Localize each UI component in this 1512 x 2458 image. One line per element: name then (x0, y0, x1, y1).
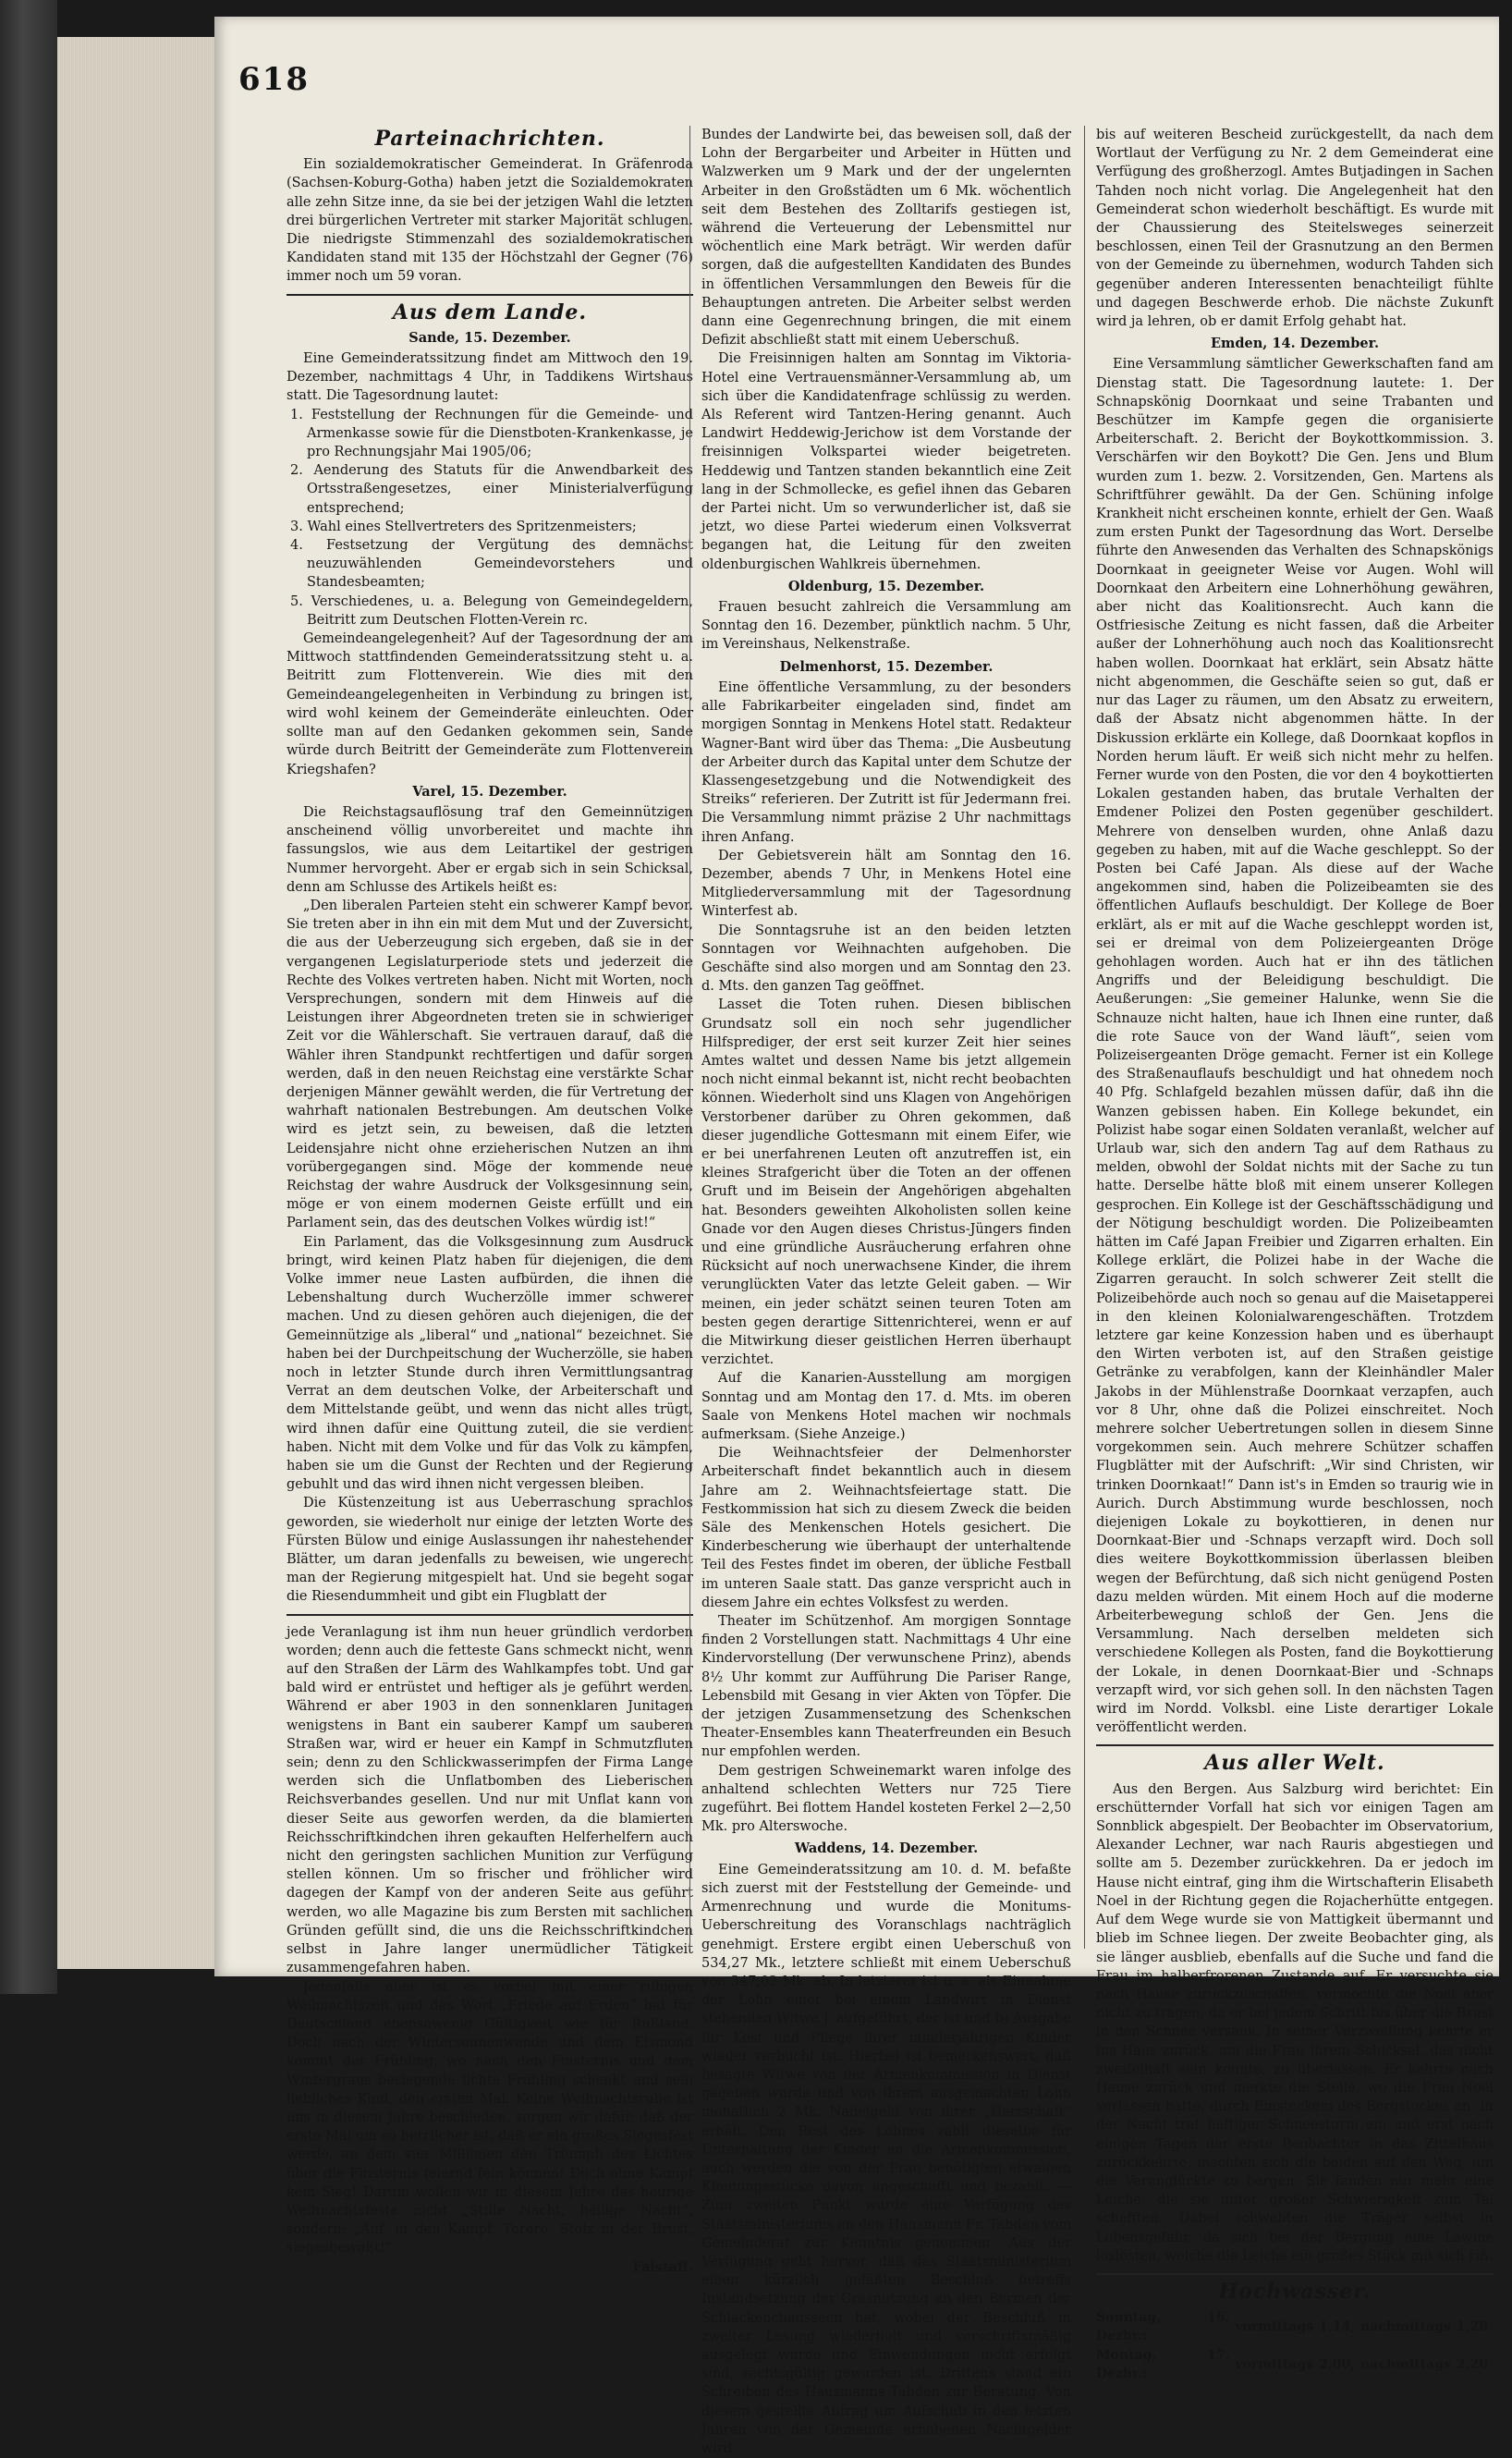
paragraph: Der Gebietsverein hält am Sonntag den 16. Dezember, abends 7 Uhr, in Menkens Hotel eine Mitgliederversammlung mit der Tagesordnung Winterfest ab. (701, 848, 1071, 920)
paragraph: Die Weihnachtsfeier der Delmenhorster Arbeiterschaft findet bekanntlich auch in diesem Jahre am 2. Weihnachtsfeiertage statt. Die Festkommission hat sich zu diesem Zweck die beiden Säle des Menkenschen Hotels gesichert. Die Kinderbescherung wie überhaupt der unterhaltende Teil des Festes findet im oberen, der übliche Festball im unteren Saale statt. Das ganze verspricht auch in diesem Jahre ein echtes Volksfest zu werden. (701, 1446, 1071, 1610)
dateline-waddens: Waddens, 14. Dezember. (794, 1840, 979, 1857)
paragraph: Lasset die Toten ruhen. Diesen biblischen Grundsatz soll ein noch sehr jugendlicher Hilfsprediger, der erst seit kurzer Zeit hier seines Amtes waltet und dessen Name bis jetzt allgemein noch nicht einmal bekannt ist, nicht recht beobachten können. Wiederholt sind uns Klagen von Angehörigen Verstorbener darüber zu Ohren gekommen, daß dieser jugendliche Gottesmann mit einem Eifer, wie er bei unerfahrenen Leuten oft anzutreffen ist, ein kleines Strafgericht über die Toten an der offenen Gruft und im Beisein der Angehörigen abgehalten hat. Besonders geweihten Alkoholisten sollen keine Gnade vor den Augen dieses Christus-Jüngers finden und eine gründliche Ausräucherung erfahren ohne Rücksicht auf noch unerwachsene Kinder, die ihrem verunglückten Vater das letzte Geleit gaben. — Wir meinen, ein jeder schätzt seinen teuren Toten am besten gegen derartige Sittenrichterei, wenn er auf die Mitwirkung dieser geistlichen Herren überhaupt verzichtet. (701, 997, 1071, 1368)
divider (1096, 1744, 1494, 1746)
tide-am-label: vormittags (1235, 2356, 1314, 2372)
paragraph: Die Reichstagsauflösung traf den Gemeinnützigen anscheinend völlig unvorbereitet und machte ihn fassungslos, wie aus dem Leitartikel der gestrigen Nummer hervorgeht. Aber er ergab sich in sein Schicksal, denn am Schlusse des Artikels heißt es: (287, 804, 693, 895)
agenda-item: 1. Feststellung der Rechnungen für die Gemeinde- und Armenkasse sowie für die Dienstboten-Krankenkasse, je pro Rechnungsjahr Mai 1905/06; (290, 407, 693, 460)
agenda-item: 4. Festsetzung der Vergütung des demnächst neuzuwählenden Gemeindevorstehers und Standesbeamten; (290, 538, 693, 591)
page-number: 618 (238, 61, 310, 98)
paragraph: Bundes der Landwirte bei, das beweisen soll, daß der Lohn der Bergarbeiter und Arbeiter in Hütten und Walzwerken um 9 Mark und der der ungelernten Arbeiter in den Großstädten um 6 Mk. wöchentlich seit dem Bestehen des Zolltarifs gestiegen ist, während die Verteuerung der Lebensmittel nur wöchentlich eine Mark beträgt. Wir werden dafür sorgen, daß die aufgestellten Kandidaten des Bundes in öffentlichen Versammlungen den Beweis für die Behauptungen antreten. Die Arbeiter selbst werden dann eine Gegenrechnung bringen, die mit einem Defizit abschließt statt mit einem Ueberschuß. (701, 128, 1071, 349)
column-1 (287, 126, 693, 2275)
agenda-item: 2. Aenderung des Statuts für die Anwendbarkeit des Ortsstraßengesetzes, einer Ministerialverfügung entsprechend; (290, 463, 693, 516)
paragraph: Aus den Bergen. Aus Salzburg wird berichtet: Ein erschütternder Vorfall hat sich vor einigen Tagen am Sonnblick abgespielt. Der Beobachter im Observatorium, Alexander Lechner, war nach Rauris abgestiegen und sollte am 5. Dezember zurückkehren. Da er jedoch im Hause nicht eintraf, ging ihm die Wirtschafterin Elisabeth Noel in der Richtung gegen die Rojacherhütte entgegen. Auf dem Wege wurde sie von Mattigkeit übermannt und blieb im Schnee liegen. Der zweite Beobachter ging, als sie länger ausblieb, ebenfalls auf die Suche und fand die Frau im halberfrorenen Zustande auf. Er versuchte sie nach Hause zurückzuschaffen, vermochte die Noel aber nicht zu tragen, da er bei jedem Schritt bis über die Brust in den Schnee versank. In seiner Verzweiflung kehrte er ins Haus zurück, um die Frau ihrem Schicksal, das nicht zweifelhaft sein konnte, zu überlassen. Er kehrte nach Hause zurück und merkte die Stelle, wo die Frau Noel verlassen hatte, durch Einsteckem des Bergstockes an. In der Nacht trat heftiger Schneesturm ein und erst nach einigen Tagen der erste Beobachter in das Zittelhaus zurückkehrte, machten sich die beiden auf den Weg, um die Verunglückte zu bergen. Sie fanden nur mehr eine Leiche, die sie unter großer Schwierigkeit zum Tal schafften. Dabei schwebten die Träger selbst in Lebensgefahr, da sich bei der Bergung eine Lawine loslösten, welche die Leiche ein großes Stück mit sich riß. (1096, 1781, 1494, 2264)
tide-pm-label: nachmittags (1360, 2319, 1451, 2335)
divider (287, 1614, 693, 1616)
paragraph: jede Veranlagung ist ihm nun heuer gründlich verdorben worden; denn auch die fetteste Gans schmeckt nicht, wenn auf den Straßen der Lärm des Wahlkampfes tobt. Und gar bald wird er entrüstet und heftiger als je geführt werden. Während er aber 1903 in den sonnenklaren Junitagen wenigstens in Bant ein sauberer Kampf um sauberen Straßen war, wird er heuer ein Kampf in Schmutzfluten sein; denn zu den Schlickwasserimpfen der Firma Lange werden sich die Unflatbomben des Lieberischen Reichsverbandes gesellen. Und nur mit Unflat kann von dieser Seite aus geworfen werden, da die blamierten Reichsschriftkindchen ihren gekauften Helferhelfern auch nicht den geringsten sachlichen Munition zur Verfügung stellen können. Um so frischer und fröhlicher wird dagegen der Kampf von der anderen Seite aus geführt werden, wo alle Magazine bis zum Bersten mit sachlichen Gründen gefüllt sind, die uns die Reichsschriftkindchen selbst in Jahre langer unermüdlicher Tätigkeit zusammengefahren haben. (287, 1624, 693, 1976)
tide-am-label: vormittags (1235, 2319, 1314, 2335)
paragraph: Eine Gemeinderatssitzung findet am Mittwoch den 19. Dezember, nachmittags 4 Uhr, in Taddikens Wirtshaus statt. Die Tagesordnung lautet: (287, 351, 693, 404)
paragraph: Theater im Schützenhof. Am morgigen Sonntage finden 2 Vorstellungen statt. Nachmittags 4 Uhr eine Kindervorstellung (Der verwunschene Prinz), abends 8½ Uhr kommt zur Aufführung Die Pariser Range, Lebensbild mit Gesang in vier Akten von Töpfer. Die der jetzigen Zusammensetzung des Schenkschen Theater-Ensembles kann Theaterfreunden ein Besuch nur empfohlen werden. (701, 1614, 1071, 1760)
page-stack-edge (57, 37, 224, 1969)
tide-day: Montag, 17. Dezbr.: (1096, 2347, 1230, 2381)
newspaper-page (214, 17, 1499, 2456)
divider (1096, 2273, 1494, 2275)
paragraph: Eine Gemeinderatssitzung am 10. d. M. befaßte sich zuerst mit der Feststellung der Gemeinde- und Armenrechnung und wurde die Monitums-Ueberschreitung des Voranschlags nachträglich genehmigt. Erstere ergibt einen Ueberschuß von 534,27 Mk., letztere schließt mit einem Ueberschuß von 347,02 Mk. ab. In letzterer ist u. a. als Einnahme der Lohn einer bei einem Landwirt in Dienst stehenden Witwe J. aufgeführt, der ist und b) Ausgabe für Kost und Pflege ihrer minderjährigen Kinder wieder verbucht ist. Hierbei ist bemerkenswert, daß besagte Witwe von der Armenkommission in Dienst gegeben wurde und von ihrem ausgemachten Lohn monatlich 2 Mk. Nadelgeld von ihrer „Herrschaft“ erhält. Den Rest des Lohnes zahlt dieselbe für Unterhaltung der Kinder an die Armenkommission, auch werden die von der Frau benötigten etwaigen Kleidungsstücke davon angeschafft und bezahlt. — Zum zweiten Punkt wurde eine Verfügung des Staatsministeriums an den Hausmann Fr. Tahden vom Gemeinderat zur Kenntnis genommen. Aus der Verfügung geht hervor, daß das Staatsministerium einen kürzlich gefaßten Beschluß betreffs Instandsetzung der Grasnutzung an den Bermen der Schlackenchausseen hat, wobei der Beschluß in zweiter Lesung wiederholt und vorschriftsmäßig ausgelegt wurde und Einwendungen nicht erfolgt sind, rechtsgültig geworden ist. Drittens stand ein Schreiben des Hausmanns Tahden zur Beratung. Von diesem gestellte Antrag um Aufschub in den letzten Jahren von der Gemeinde erhobenen Nachtgelder wird (701, 1862, 1071, 2456)
paragraph: Eine öffentliche Versammlung, zu der besonders alle Fabrikarbeiter eingeladen sind, findet am morgigen Sonntag in Menkens Hotel statt. Redakteur Wagner-Bant wird über das Thema: „Die Ausbeutung der Arbeiter durch das Kapital unter dem Schutze der Klassengesetzgebung und die Notwendigkeit des Streiks“ referieren. Der Zutritt ist für Jedermann frei. Die Versammlung nimmt präzise 2 Uhr nachmittags ihren Anfang. (701, 679, 1071, 845)
book-spine (0, 0, 57, 1994)
column-2 (689, 126, 1071, 2456)
paragraph: Die Freisinnigen halten am Sonntag im Viktoria-Hotel eine Vertrauensmänner-Versammlung ab, um sich über die Kandidatenfrage schlüssig zu werden. Als Referent wird Tantzen-Hering genannt. Auch Landwirt Heddewig-Jerichow ist dem Vorstande der freisinnigen Volkspartei wieder beigetreten. Heddewig und Tantzen standen bekanntlich eine Zeit lang in der Schmollecke, es gefiel ihnen das Gebaren der Partei nicht. Um so verwunderlicher ist, daß sie jetzt, wo diese Partei wiederum einen Volksverrat begangen hat, die Leitung für den zweiten oldenburgischen Wahlkreis übernehmen. (701, 351, 1071, 572)
dateline-emden: Emden, 14. Dezember. (1211, 336, 1379, 352)
column-3 (1084, 126, 1494, 2381)
divider (287, 294, 693, 296)
dateline-varel: Varel, 15. Dezember. (412, 783, 567, 800)
tide-pm-label: nachmittags (1360, 2356, 1451, 2372)
paragraph: Auf die Kanarien-Ausstellung am morgigen Sonntag und am Montag den 17. d. Mts. im oberen Saale von Menkens Hotel machen wir nochmals aufmerksam. (Siehe Anzeige.) (701, 1371, 1071, 1443)
paragraph: Ein Parlament, das die Volksgesinnung zum Ausdruck bringt, wird keinen Platz haben für diejenigen, die dem Volke immer neue Lasten aufbürden, die ihnen die Lebenshaltung durch Wucherzölle immer schwerer machen. Und zu diesen gehören auch diejenigen, die der Gemeinnützige als „liberal“ und „national“ bezeichnet. Sie haben bei der Durchpeitschung der Wucherzölle, sie haben noch in letzter Stunde durch ihren Vermittlungsantrag Verrat an dem deutschen Volke, der Arbeiterschaft und dem Mittelstande geübt, und wenn das nicht alles trügt, wird ihnen dafür eine Quittung zuteil, die sie verdient haben. Nicht mit dem Volke und für das Volk zu kämpfen, haben sie um die Gunst der Rechten und der Regierung gebuhlt und das wird ihnen nicht vergessen bleiben. (287, 1234, 693, 1493)
paragraph: Eine Versammlung sämtlicher Gewerkschaften fand am Dienstag statt. Die Tagesordnung lautete: 1. Der Schnapskönig Doornkaat und seine Trabanten und Beschützer im Kampfe gegen die organisierte Arbeiterschaft. 2. Bericht der Boykottkommission. 3. Verschärfen wir den Boykott? Die Gen. Jens und Blum wurden zum 1. bezw. 2. Vorsitzenden, Gen. Martens als Schriftführer gewählt. Da der Gen. Schüning infolge Krankheit nicht erscheinen konnte, erhielt der Gen. Waaß zum ersten Punkt der Tagesordnung das Wort. Derselbe führte den Anwesenden das Verhalten des Schnapskönigs Doornkaat in geeigneter Weise vor Augen. Wohl will Doornkaat den Arbeitern eine Lohnerhöhung gewähren, aber nicht das Koalitionsrecht. Auch kann die Ostfriesische Zeitung es nicht fassen, daß die Arbeiter außer der Lohnerhöhung auch noch das Koalitionsrecht haben wollen. Doornkaat hat erklärt, sein Absatz hätte nicht abgenommen, die Geschäfte seien so gut, daß er nur das Lager zu räumen, um den Absatz zu erweitern, daß der Absatz nicht abgenommen hätte. In der Diskussion erklärte ein Kollege, daß Doornkaat kopflos in Norden herum läuft. Er weiß sich nicht mehr zu helfen. Ferner wurde von den Posten, die vor den 4 boykottierten Lokalen gestanden haben, das brutale Verhalten der Emdener Polizei den Posten gegenüber geschildert. Mehrere von denselben wurden, ohne Anlaß dazu gegeben zu haben, mit auf die Wache geschleppt. So der Posten bei Café Japan. Als diese auf der Wache angekommen sind, haben die Polizeibeamten sie des öffentlichen Auflaufs beschuldigt. Der Kollege de Boer erklärt, als er mit auf die Wache geschleppt worden ist, sei er dreimal von dem Polizeiergeanten Dröge gehohlagen worden. Auch hat er ihn des tätlichen Angriffs und der Beleidigung beschuldigt. Die Aeußerungen: „Sie gemeiner Halunke, wenn Sie die Schnauze nicht halten, haue ich Ihnen eine runter, daß die rote Sauce von der Wand läuft“, seien vom Polizeisergeanten Dröge gemacht. Ferner ist ein Kollege des Straßenauflaufs beschuldigt und hat ohnedem noch 40 Pfg. Schlafgeld bezahlen müssen dafür, daß ihn die Wanzen gebissen haben. Ein Kollege bekundet, ein Polizist habe sogar einen Soldaten veranlaßt, welcher auf Urlaub war, sich den andern Tag auf dem Rathaus zu melden, obwohl der Soldat nichts mit der Sache zu tun hatte. Derselbe hätte bloß mit einem unserer Kollegen gesprochen. Ein Kollege ist der Geschäftsschädigung und der Nötigung beschuldigt worden. Die Polizeibeamten hätten im Café Japan Freibier und Zigarren erhalten. Ein Kollege erklärt, die Polizei habe in der Wache die Zigarren geraucht. In solch schwerer Zeit stellt die Polizeibehörde auch noch so genau auf die Maisetapperei in den kleinen Kolonialwarengeschäften. Trotzdem letztere gar keine Konzession haben und es überhaupt den Wirten verboten ist, auf den Straßen geistige Getränke zu verabfolgen, kann der Kleinhändler Maler Jakobs in der Mühlenstraße Doornkaat verzapfen, auch vor 8 Uhr, ohne daß die Polizei einschreitet. Noch mehrere solcher Uebertretungen sollen in diesem Sinne vorgekommen sein. Auch mehrere Schützer schaffen Flugblätter mit der Aufschrift: „Wir sind Christen, wir trinken Doornkaat!“ Dann ist's in Emden so traurig wie in Aurich. Durch Abstimmung wurde beschlossen, noch diejenigen Lokale zu boykottieren, in denen nur Doornkaat-Bier und -Schnaps verzapft wird. Doch soll dies weitere Boykottkommission überlassen bleiben wegen der Befürchtung, daß sich nicht genügend Posten dazu melden würden. Mit einem Hoch auf die moderne Arbeiterbewegung schloß der Gen. Jens die Versammlung. Nach derselben meldeten sich verschiedene Kollegen als Posten, fand die Boykottierung der Lokale, in denen Doornkaat-Bier und -Schnaps verzapft wird, vor sich gehen soll. In den nächsten Tagen wird im Nordd. Volksbl. eine Liste derartiger Lokale veröffentlicht werden. (1096, 357, 1494, 1736)
dateline-sande: Sande, 15. Dezember. (408, 329, 571, 346)
paragraph: Ein sozialdemokratischer Gemeinderat. In Gräfenroda (Sachsen-Koburg-Gotha) haben jetzt die Sozialdemokraten alle zehn Sitze inne, da sie bei der jetzigen Wahl die letzten drei bürgerlichen Vertreter mit starker Majorität schlugen. Die niedrigste Stimmenzahl des sozialdemokratischen Kandidaten stand mit 135 der Höchstzahl der Gegner (76) immer noch um 59 voran. (287, 157, 693, 285)
tide-pm: 2,20 (1456, 2356, 1488, 2372)
paragraph: bis auf weiteren Bescheid zurückgestellt, da nach dem Wortlaut der Verfügung zu Nr. 2 dem Gemeinderat eine Verfügung des großherzogl. Amtes Butjadingen in Sachen Tahden noch nicht vorlag. Die Angelegenheit hat den Gemeinderat schon wiederholt beschäftigt. Es wurde mit der Chaussierung des Steitelsweges seinerzeit beschlossen, einen Teil der Grasnutzung an den Bermen von der Gemeinde zu übernehmen, wodurch Tahden sich gegenüber anderen Interessenten benachteiligt fühlte und dagegen Beschwerde erhob. Die nächste Zukunft wird ja lehren, ob er damit Erfolg gehabt hat. (1096, 128, 1494, 330)
paragraph: Die Küstenzeitung ist aus Ueberraschung sprachlos geworden, sie wiederholt nur einige der letzten Worte des Fürsten Bülow und einige Auslassungen ihr nahestehender Blätter, um daran jedenfalls zu beweisen, wie ungerecht man der Regierung mitgespielt hat. Und sie begeht sogar die Riesendummheit und gibt ein Flugblatt der (287, 1496, 693, 1605)
tide-table (1096, 2308, 1494, 2383)
tide-pm: 1,28 (1456, 2319, 1488, 2335)
paragraph: Die Sonntagsruhe ist an den beiden letzten Sonntagen vor Weihnachten aufgehoben. Die Geschäfte sind also morgen und am Sonntag den 23. d. Mts. den ganzen Tag geöffnet. (701, 923, 1071, 995)
table-row (1096, 2346, 1494, 2383)
agenda-item: 3. Wahl eines Stellvertreters des Spritzenmeisters; (290, 519, 637, 534)
paragraph: Jedenfalls aber ist es vorbei mit einer ruhigen Weihnachtszeit und das Wort „Friede auf Erden“ hat für Deutschland ebensowenig Gültigkeit wie für Rußland. Doch nach der Wintersonnenwende und dem Eismond kommt der Frühling, wo nach den Finsternis und dem Wintergraus besiegende lichte Frühling schenkt und sein liebliches Kind, den ersten Mai. Keine Weihnachtsruhe ist uns in diesem Jahre beschieden, sorgen wir dafür, daß der erste Mai um so herrlicher ist, daß er ein großes Siegesfest werde, an dem vier Millionen den Triumph des Lichtes über die Finsternis feiernd fein können! Doch ohne Kampf kein Sieg! Darum wollen wir in diesem Jahre das heurige Weihnachtsfeste nicht „Stille Nacht, heilige Nacht“, sondern: „Auf, in den Kampf, Torero, Stolz in der Brust, siegesbewußt!“ (287, 1979, 693, 2256)
paragraph: „Den liberalen Parteien steht ein schwerer Kampf bevor. Sie treten aber in ihn ein mit dem Mut und der Zuversicht, die aus der Ueberzeugung sich ergeben, daß sie in der vergangenen Legislaturperiode stets und jederzeit die Rechte des Volkes vertreten haben. Nicht mit Worten, noch Versprechungen, sondern mit dem Hinweis auf die Leistungen ihrer Abgeordneten treten sie in schwieriger Zeit vor die Wählerschaft. Sie vertrauen darauf, daß die Wähler ihren Standpunkt rechtfertigen und dafür sorgen werden, daß in den neuen Reichstag eine verstärkte Schar derjenigen Männer gewählt werden, die für Vertretung der wahrhaft nationalen Bestrebungen. Am deutschen Volke wird es jetzt sein, zu beweisen, daß die letzten Leidensjahre nicht ohne erzieherischen Nutzen an ihm vorübergegangen sind. Möge der kommende neue Reichstag der wahre Ausdruck der Volksgesinnung sein, möge er von einem modernen Geiste erfüllt und ein Parlament sein, das des deutschen Volkes würdig ist!“ (287, 898, 693, 1231)
paragraph: Dem gestrigen Schweinemarkt waren infolge des anhaltend schlechten Wetters nur 725 Tiere zugeführt. Bei flottem Handel kosteten Ferkel 2—2,50 Mk. pro Alterswoche. (701, 1763, 1071, 1835)
table-row (1096, 2308, 1494, 2345)
section-heading-parteinachrichten: Parteinachrichten. (374, 127, 605, 151)
section-heading-aus-aller-welt: Aus aller Welt. (1204, 1751, 1385, 1776)
tide-am: 2,00, (1319, 2356, 1356, 2372)
tide-day: Sonntag, 16. Dezbr.: (1096, 2310, 1230, 2344)
paragraph: Frauen besucht zahlreich die Versammlung am Sonntag den 16. Dezember, pünktlich nachm. 5 Uhr, im Vereinshaus, Nelkenstraße. (701, 600, 1071, 653)
agenda-item: 5. Verschiedenes, u. a. Belegung von Gemeindegeldern, Beitritt zum Deutschen Flotten-Verein rc. (290, 593, 693, 628)
section-heading-aus-dem-lande: Aus dem Lande. (392, 300, 588, 324)
dateline-oldenburg: Oldenburg, 15. Dezember. (787, 578, 985, 594)
signature: Falstaff. (632, 2258, 693, 2275)
section-heading-hochwasser: Hochwasser. (1218, 2279, 1372, 2304)
paragraph: Gemeindeangelegenheit? Auf der Tagesordnung der am Mittwoch stattfindenden Gemeinderatssitzung steht u. a. Beitritt zum Flottenverein. Wie dies mit den Gemeindeangelegenheiten in Verbindung zu bringen ist, wird wohl keinem der Gemeinderäte einleuchten. Oder sollte man auf den Gedanken gekommen sein, Sande würde durch Beitritt der Gemeinderäte zum Flottenverein Kriegshafen? (287, 631, 693, 777)
dateline-delmenhorst: Delmenhorst, 15. Dezember. (779, 658, 994, 675)
tide-am: 1,14, (1319, 2319, 1356, 2335)
